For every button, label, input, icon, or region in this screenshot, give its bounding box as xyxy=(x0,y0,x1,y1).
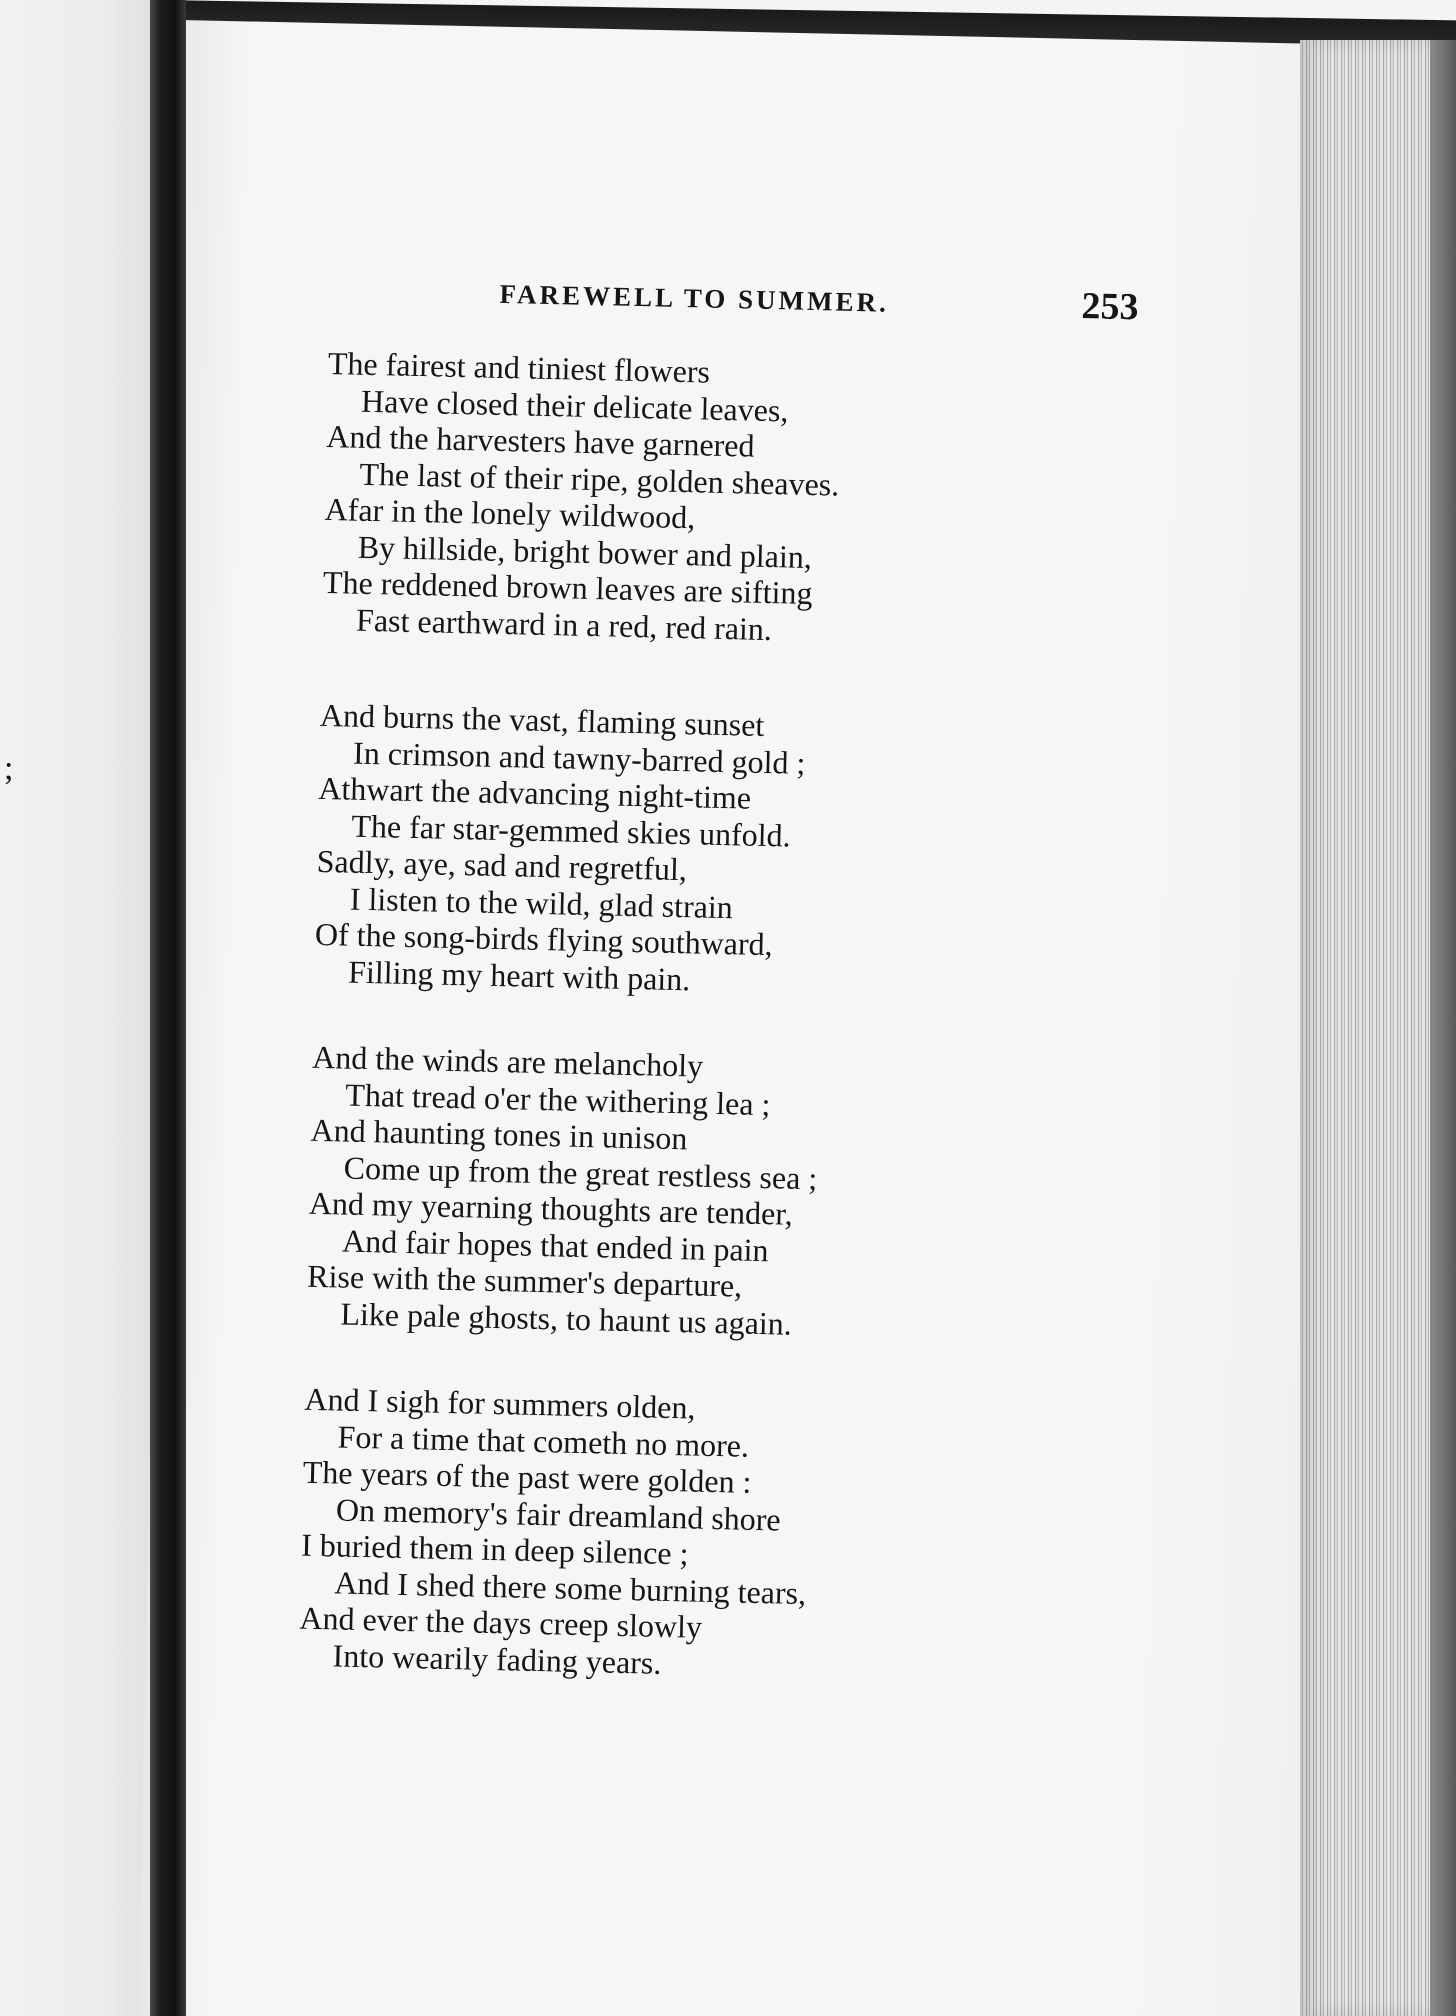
fore-edge-shadow xyxy=(1430,40,1456,2016)
page-number: 253 xyxy=(1081,285,1139,329)
stanza xyxy=(298,1381,1024,1689)
poem-line: And haunting tones in unison xyxy=(310,1111,688,1157)
poem-line: Filling my heart with pain. xyxy=(347,953,691,997)
book-gutter xyxy=(150,0,186,2016)
poem-line: For a time that cometh no more. xyxy=(337,1417,750,1464)
poem-line: I listen to the wild, glad strain xyxy=(349,880,734,925)
left-facing-page xyxy=(0,0,150,2016)
stanza xyxy=(322,345,1048,653)
poem-line: Rise with the summer's departure, xyxy=(306,1257,743,1304)
poem-line: By hillside, bright bower and plain, xyxy=(357,528,813,575)
poem-line: And I sigh for summers olden, xyxy=(304,1380,696,1426)
poem-line: The far star-gemmed skies unfold. xyxy=(351,807,792,854)
poem-line: In crimson and tawny-barred gold ; xyxy=(352,734,806,781)
poem-line: And ever the days creep slowly xyxy=(299,1599,703,1645)
poem-line: And fair hopes that ended in pain xyxy=(341,1222,769,1268)
poem-line: And burns the vast, flaming sunset xyxy=(319,696,765,743)
poem-line: On memory's fair dreamland shore xyxy=(335,1490,782,1538)
poem-line: The fairest and tiniest flowers xyxy=(327,344,711,390)
stanza xyxy=(314,697,1040,1005)
poem-line: Have closed their delicate leaves, xyxy=(360,382,789,428)
poem-line: I buried them in deep silence ; xyxy=(300,1526,689,1572)
poem-line: And my yearning thoughts are tender, xyxy=(308,1184,794,1232)
poem-line: And the winds are melancholy xyxy=(311,1038,704,1084)
poem-line: The last of their ripe, golden sheaves. xyxy=(359,455,840,503)
poem-line: Of the song-birds flying southward, xyxy=(314,915,774,963)
poem-line: Come up from the great restless sea ; xyxy=(343,1149,818,1196)
poem-line: That tread o'er the withering lea ; xyxy=(345,1076,771,1122)
poem-line: And I shed there some burning tears, xyxy=(333,1563,807,1611)
running-head: FAREWELL TO SUMMER. xyxy=(499,278,890,318)
text-block xyxy=(296,275,1230,1795)
poem-line: Sadly, aye, sad and regretful, xyxy=(316,842,688,888)
stanza xyxy=(306,1039,1032,1347)
poem-line: Athwart the advancing night-time xyxy=(317,769,752,816)
poem-line: Fast earthward in a red, red rain. xyxy=(355,601,773,647)
left-page-mark: ; xyxy=(4,750,14,787)
poem-line: Like pale ghosts, to haunt us again. xyxy=(340,1295,793,1342)
poem-line: Afar in the lonely wildwood, xyxy=(324,490,696,536)
poem-line: Into wearily fading years. xyxy=(332,1636,662,1681)
poem-line: The reddened brown leaves are sifting xyxy=(322,563,813,612)
poem-line: And the harvesters have garnered xyxy=(325,417,755,464)
poem-line: The years of the past were golden : xyxy=(302,1453,752,1500)
